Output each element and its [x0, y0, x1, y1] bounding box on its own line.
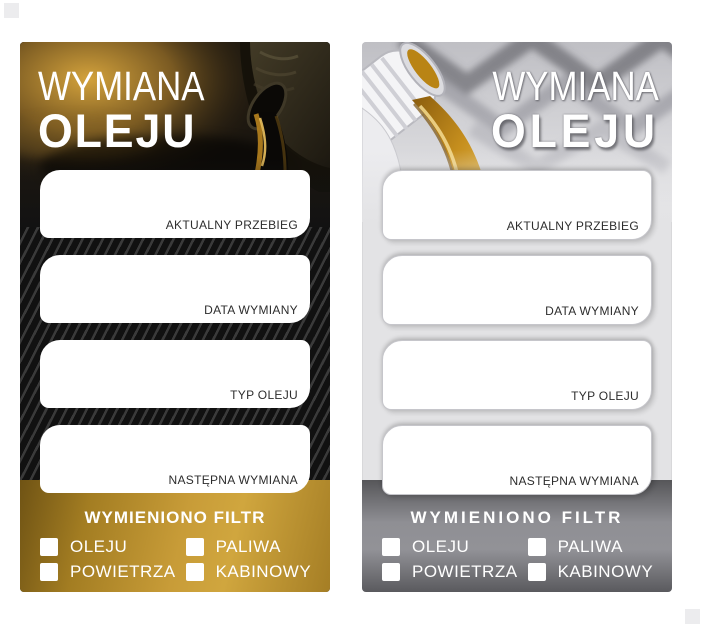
- checkbox-label-oleju: OLEJU: [412, 537, 470, 556]
- checkbox-label-paliwa: PALIWA: [215, 537, 281, 556]
- field-label-data-wymiany: DATA WYMIANY: [545, 304, 639, 318]
- field-label-aktualny-przebieg: AKTUALNY PRZEBIEG: [165, 218, 298, 232]
- checkbox-kabinowy[interactable]: [528, 563, 546, 581]
- field-label-nastepna-wymiana: NASTĘPNA WYMIANA: [509, 474, 639, 488]
- checkbox-label-kabinowy: KABINOWY: [557, 562, 654, 581]
- sticker-title-light: [463, 63, 659, 157]
- watermark-corner-topleft: [4, 3, 19, 18]
- watermark-corner-bottomright: [685, 609, 700, 624]
- checkbox-label-powietrza: POWIETRZA: [412, 562, 518, 581]
- checkbox-powietrza[interactable]: [40, 563, 58, 581]
- checkbox-label-powietrza: POWIETRZA: [70, 562, 176, 581]
- filter-footer-dark: [20, 480, 330, 592]
- checkbox-kabinowy[interactable]: [186, 563, 204, 581]
- field-box-nastepna-wymiana[interactable]: [382, 425, 652, 495]
- field-label-data-wymiany: DATA WYMIANY: [204, 303, 298, 317]
- filter-footer-light: [362, 480, 672, 592]
- filter-checkbox-grid: [40, 537, 312, 582]
- title-oleju: OLEJU: [38, 104, 197, 157]
- checkbox-oleju[interactable]: [40, 538, 58, 556]
- filter-checkbox-grid: [382, 537, 654, 582]
- field-box-data-wymiany[interactable]: [382, 255, 652, 325]
- oil-change-sticker-light: [362, 42, 672, 592]
- field-box-data-wymiany[interactable]: [40, 255, 310, 323]
- checkbox-label-oleju: OLEJU: [70, 537, 128, 556]
- checkbox-label-paliwa: PALIWA: [557, 537, 623, 556]
- footer-heading: WYMIENIONO FILTR: [410, 508, 624, 527]
- field-box-typ-oleju[interactable]: [40, 340, 310, 408]
- title-wymiana: WYMIANA: [38, 63, 205, 109]
- field-box-nastepna-wymiana[interactable]: [40, 425, 310, 493]
- field-box-typ-oleju[interactable]: [382, 340, 652, 410]
- sticker-title-dark: [38, 63, 234, 157]
- field-label-nastepna-wymiana: NASTĘPNA WYMIANA: [168, 473, 298, 487]
- checkbox-label-kabinowy: KABINOWY: [215, 562, 312, 581]
- footer-heading: WYMIENIONO FILTR: [84, 508, 266, 527]
- field-label-aktualny-przebieg: AKTUALNY PRZEBIEG: [506, 219, 639, 233]
- oil-change-sticker-dark: [20, 42, 330, 592]
- field-box-aktualny-przebieg[interactable]: [382, 170, 652, 240]
- title-wymiana: WYMIANA: [492, 63, 659, 109]
- checkbox-powietrza[interactable]: [382, 563, 400, 581]
- checkbox-paliwa[interactable]: [528, 538, 546, 556]
- field-box-aktualny-przebieg[interactable]: [40, 170, 310, 238]
- field-label-typ-oleju: TYP OLEJU: [571, 389, 639, 403]
- checkbox-oleju[interactable]: [382, 538, 400, 556]
- title-oleju: OLEJU: [491, 104, 659, 157]
- field-label-typ-oleju: TYP OLEJU: [230, 388, 298, 402]
- checkbox-paliwa[interactable]: [186, 538, 204, 556]
